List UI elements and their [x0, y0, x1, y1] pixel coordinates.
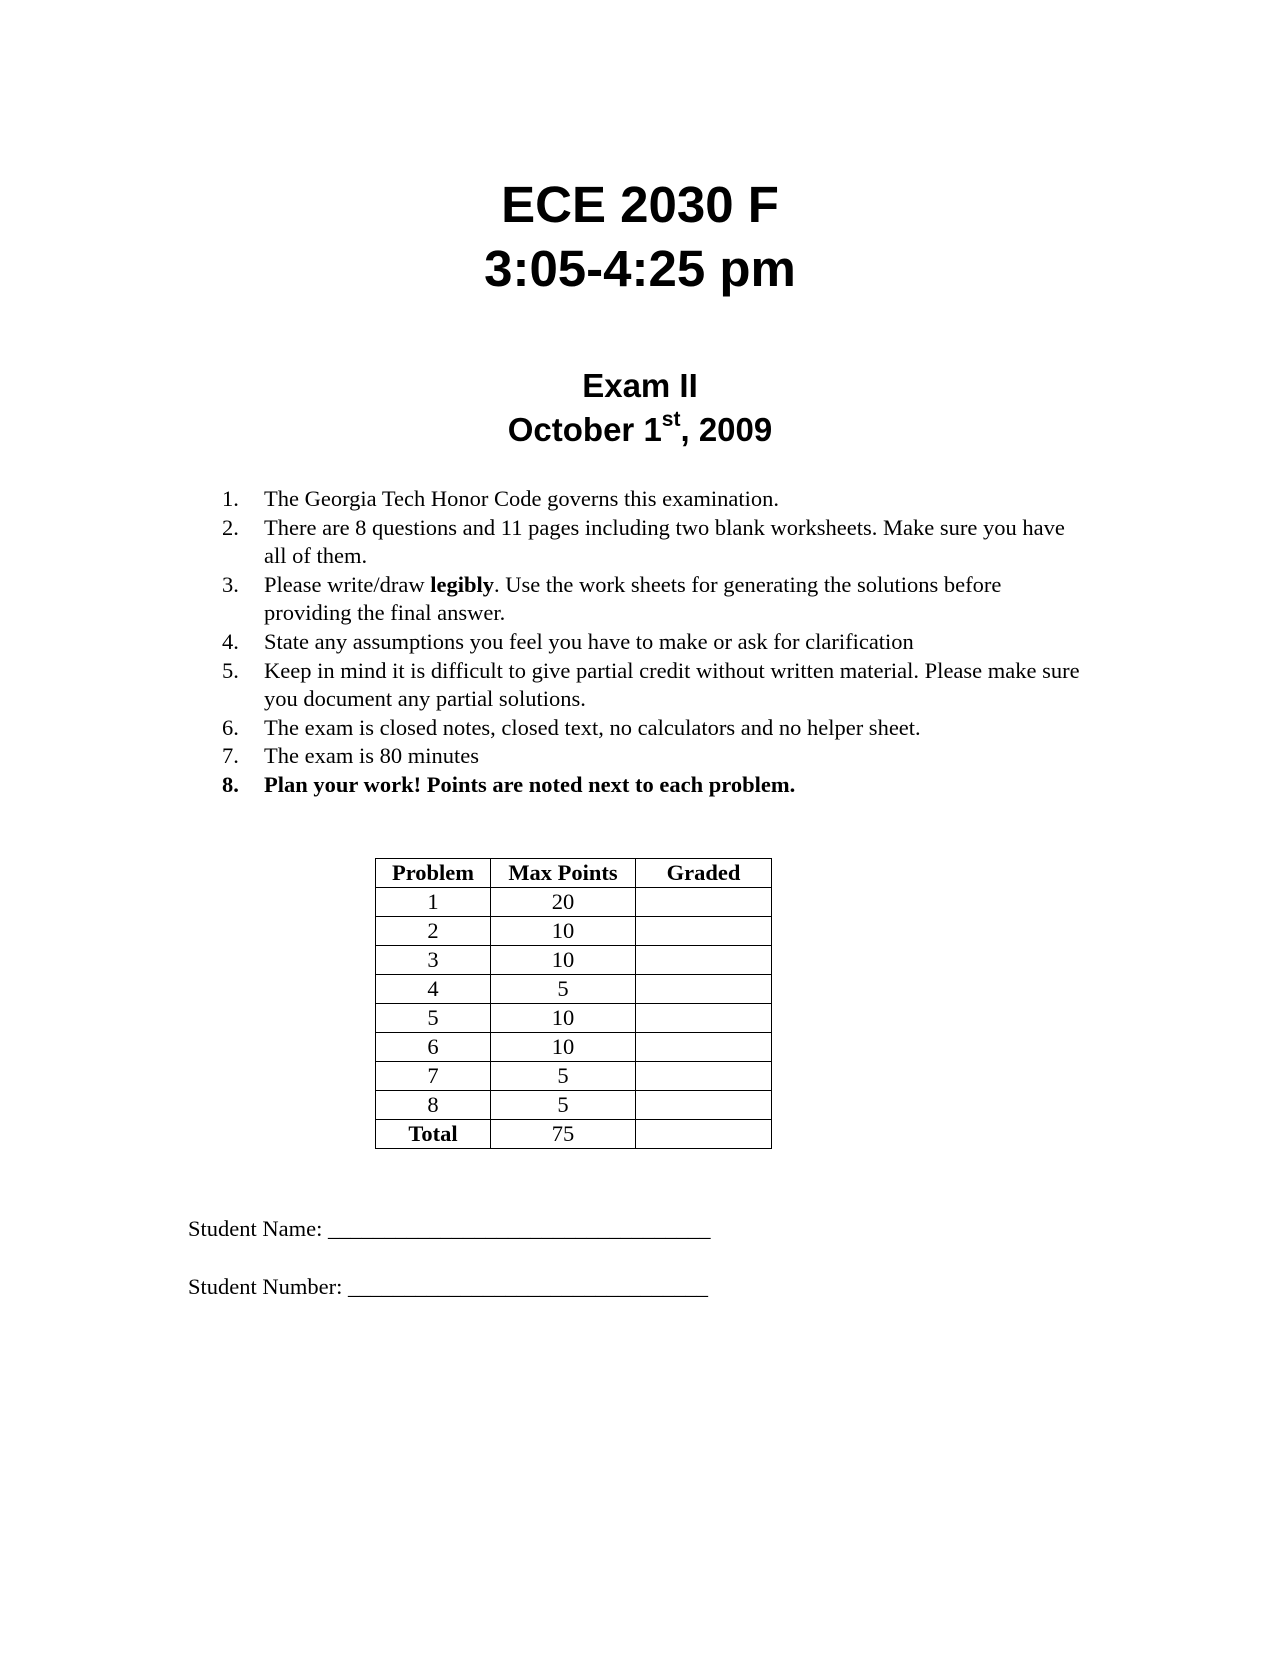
exam-date — [0, 408, 1280, 448]
table-row — [376, 1004, 772, 1033]
max-points-cell: 5 — [491, 1062, 636, 1091]
instruction-text: The exam is closed notes, closed text, no calculators and no helper sheet. — [264, 714, 921, 740]
instruction-text-before: Please write/draw — [264, 571, 431, 597]
instruction-number: 3. — [222, 571, 239, 597]
instruction-item — [222, 714, 1092, 743]
max-points-cell: 10 — [491, 917, 636, 946]
instruction-number: 5. — [222, 657, 239, 683]
instruction-item — [222, 571, 1092, 628]
instruction-text-after: . Use the work sheets for generating the solutions before providing the final answer. — [264, 571, 1002, 626]
instruction-item — [222, 771, 1092, 800]
instruction-text: There are 8 questions and 11 pages including two blank worksheets. Make sure you have all of them. — [264, 514, 1065, 569]
instruction-item — [222, 628, 1092, 657]
problem-cell: 1 — [376, 888, 491, 917]
student-name-blank[interactable]: __________________________________ — [327, 1216, 711, 1241]
instruction-item — [222, 514, 1092, 571]
problem-cell: 6 — [376, 1033, 491, 1062]
table-total-row — [376, 1120, 772, 1149]
instruction-item — [222, 485, 1092, 514]
header-graded: Graded — [636, 859, 772, 888]
instruction-text: Plan your work! Points are noted next to each problem. — [264, 771, 796, 797]
exam-date-year: , 2009 — [680, 411, 773, 448]
header-problem: Problem — [376, 859, 491, 888]
max-points-cell: 10 — [491, 1033, 636, 1062]
course-title: ECE 2030 F — [501, 176, 779, 233]
problem-cell: 5 — [376, 1004, 491, 1033]
student-number-label: Student Number: — [188, 1274, 348, 1299]
score-table — [375, 858, 772, 1149]
student-number-field[interactable] — [188, 1276, 708, 1299]
table-row — [376, 975, 772, 1004]
instruction-text: The Georgia Tech Honor Code governs this examination. — [264, 486, 779, 511]
graded-cell[interactable] — [636, 1033, 772, 1062]
instruction-text: Keep in mind it is difficult to give partial credit without written material. Please make sure you document any partial solutions. — [264, 657, 1080, 712]
max-points-cell: 20 — [491, 888, 636, 917]
graded-cell[interactable] — [636, 1004, 772, 1033]
instruction-bold-word: legibly — [430, 571, 494, 597]
max-points-cell: 5 — [491, 975, 636, 1004]
graded-cell[interactable] — [636, 917, 772, 946]
table-row — [376, 917, 772, 946]
instruction-number: 4. — [222, 628, 239, 654]
instruction-item — [222, 657, 1092, 714]
header-max-points: Max Points — [491, 859, 636, 888]
table-row — [376, 1062, 772, 1091]
exam-date-suffix: st — [661, 408, 681, 431]
instructions-list — [222, 485, 1092, 800]
max-points-cell: 5 — [491, 1091, 636, 1120]
problem-cell: 2 — [376, 917, 491, 946]
instruction-number: 2. — [222, 514, 239, 540]
table-row — [376, 1091, 772, 1120]
student-name-label: Student Name: — [188, 1216, 328, 1241]
instruction-number: 8. — [222, 771, 239, 797]
graded-cell[interactable] — [636, 975, 772, 1004]
student-number-blank[interactable]: ________________________________ — [347, 1274, 708, 1299]
max-points-cell: 10 — [491, 1004, 636, 1033]
instruction-number: 1. — [222, 486, 239, 511]
total-points-cell: 75 — [491, 1120, 636, 1149]
max-points-cell: 10 — [491, 946, 636, 975]
instruction-item — [222, 742, 1092, 771]
table-header-row — [376, 859, 772, 888]
total-label-cell: Total — [376, 1120, 491, 1149]
graded-cell[interactable] — [636, 946, 772, 975]
graded-cell[interactable] — [636, 1062, 772, 1091]
exam-date-month-day: October 1 — [507, 411, 662, 448]
problem-cell: 4 — [376, 975, 491, 1004]
problem-cell: 8 — [376, 1091, 491, 1120]
exam-time: 3:05-4:25 pm — [484, 240, 796, 297]
total-graded-cell[interactable] — [636, 1120, 772, 1149]
instruction-text: State any assumptions you feel you have to make or ask for clarification — [264, 628, 914, 654]
problem-cell: 3 — [376, 946, 491, 975]
instruction-text: The exam is 80 minutes — [264, 743, 479, 769]
table-row — [376, 1033, 772, 1062]
exam-name: Exam II — [582, 367, 698, 404]
student-name-field[interactable] — [188, 1218, 710, 1241]
graded-cell[interactable] — [636, 1091, 772, 1120]
table-row — [376, 946, 772, 975]
instruction-number: 6. — [222, 714, 239, 740]
instruction-number: 7. — [222, 743, 239, 769]
table-row — [376, 888, 772, 917]
problem-cell: 7 — [376, 1062, 491, 1091]
graded-cell[interactable] — [636, 888, 772, 917]
